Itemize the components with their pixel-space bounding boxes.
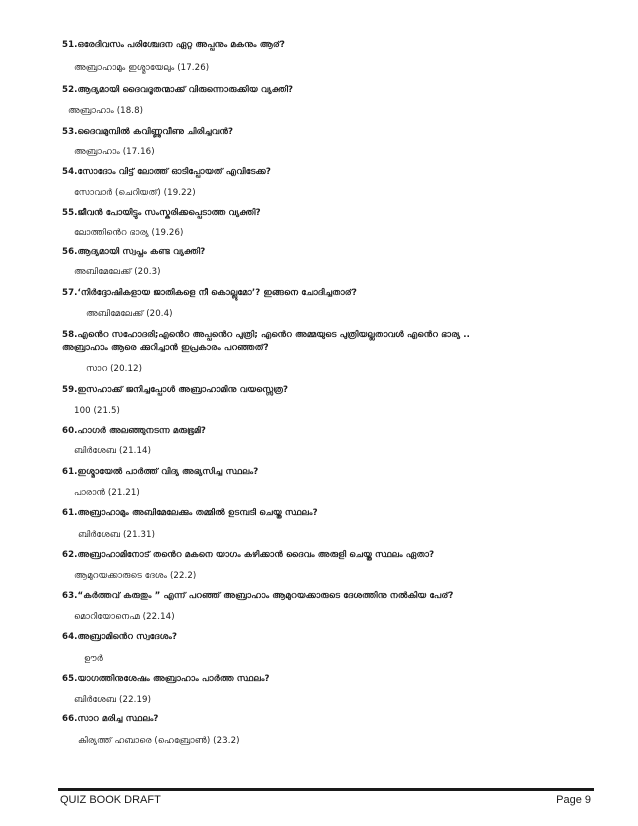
- question-53: 53.ദൈവമുമ്പിൽ കവിണ്ണുവീണു ചിരിച്ചവൻ?: [62, 127, 234, 137]
- question-57: 57.‘നിർദ്ദോഷികളായ ജാതികളെ നീ കൊല്ലുമോ’? ഇങ്ങനെ ചോദിച്ചതാര്?: [62, 288, 357, 298]
- question-64: 64.അബ്രാമിൻെറ സ്വദേശം?: [62, 632, 178, 642]
- answer-57: അബിമേലേക്ക് (20.4): [86, 309, 173, 319]
- answer-61a: പാരാൻ (21.21): [74, 488, 140, 498]
- answer-59: 100 (21.5): [74, 406, 120, 416]
- question-55: 55.ജീവൻ പോയിട്ടും സംസ്കരിക്കപ്പെടാത്ത വ്യക്തി?: [62, 208, 261, 218]
- question-56: 56.ആദ്യമായി സ്വപ്നം കണ്ട വ്യക്തി?: [62, 247, 206, 257]
- answer-58: സാറ (20.12): [86, 364, 143, 374]
- answer-56: അബിമേലേക്ക് (20.3): [74, 267, 161, 277]
- answer-65: ബിർശേബ (22.19): [74, 695, 152, 705]
- question-61a: 61.ഇശ്മായേൽ പാർത്ത് വിദ്യ അഭ്യസിച്ച സ്ഥലം?: [62, 467, 259, 477]
- answer-63: മൊറിയോനെഹ്മ (22.14): [74, 612, 175, 622]
- answer-61b: ബിർശേബ (21.31): [78, 530, 156, 540]
- answer-66: കിര്യത്ത് ഹബാരെ (ഹെബ്രോൺ) (23.2): [78, 736, 240, 746]
- footer-divider: [58, 788, 594, 791]
- answer-60: ബിർശേബ (21.14): [74, 446, 152, 456]
- footer-title: QUIZ BOOK DRAFT: [60, 794, 161, 806]
- question-58: 58.എൻെറ സഹോദരി;എൻെറ അപ്പൻെറ പുത്രി; എൻെറ അമ്മയുടെ പുത്രിയല്ലതാവൾ എൻെറ ഭാര്യ ..: [62, 330, 471, 340]
- question-65: 65.യാഗത്തിനുശേഷം അബ്രാഹാം പാർത്ത സ്ഥലം?: [62, 674, 270, 684]
- question-54: 54.സോദോം വിട്ട് ലോത്ത് ഓടിപ്പോയത് എവിടേക്ക?: [62, 167, 271, 177]
- question-58-continued: അബ്രാഹാം ആരെ ക്കുറിച്ചാൻ ഇപ്രകാരം പറഞ്ഞത്?: [62, 343, 269, 353]
- answer-53: അബ്രാഹാം (17.16): [74, 147, 155, 157]
- question-63: 63.“കർത്തവ് കരുതും ” എന്ന് പറഞ്ഞ് അബ്രാഹാം ആമുറയക്കാരുടെ ദേശത്തിനു നൽകിയ പേര്?: [62, 591, 454, 601]
- question-60: 60.ഹാഗർ അലഞ്ഞുനടന്ന മരുഭൂമി?: [62, 426, 206, 436]
- answer-62: ആമുറയക്കാരുടെ ദേശം (22.2): [74, 571, 197, 581]
- answer-52: അബ്രാഹാം (18.8): [68, 106, 144, 116]
- answer-51: അബ്രാഹാമും ഇശ്മായേലും (17.26): [74, 63, 210, 73]
- answer-54: സോവാർ (ചെറിയത്) (19.22): [74, 188, 196, 198]
- answer-55: ലോത്തിൻെറ ഭാര്യ (19.26): [74, 228, 184, 238]
- question-51: 51.ഒരേദിവസം പരിശ്ചേദന ഏറ്റ അപ്പനും മകനും ആര്?: [62, 40, 285, 50]
- question-66: 66.സാറ മരിച്ച സ്ഥലം?: [62, 714, 159, 724]
- answer-64: ഊർ: [84, 654, 103, 664]
- question-59: 59.ഇസഹാക്ക് ജനിച്ചപ്പോൾ അബ്രാഹാമിനു വയസ്സെത്ര?: [62, 385, 289, 395]
- question-61b: 61.അബ്രാഹാമും അബിമേലേക്കും തമ്മിൽ ഉടമ്പടി ചെയ്ത സ്ഥലം?: [62, 508, 318, 518]
- question-52: 52.ആദ്യമായി ദൈവദൂതന്മാക്ക് വിരുന്നൊരുക്കിയ വ്യക്തി?: [62, 85, 294, 95]
- question-62: 62.അബ്രാഹാമിനോട് തൻെറ മകനെ യാഗം കഴിക്കാൻ ദൈവം അരുളി ചെയ്ത സ്ഥലം ഏതാ?: [62, 550, 435, 560]
- page-number: Page 9: [556, 794, 591, 806]
